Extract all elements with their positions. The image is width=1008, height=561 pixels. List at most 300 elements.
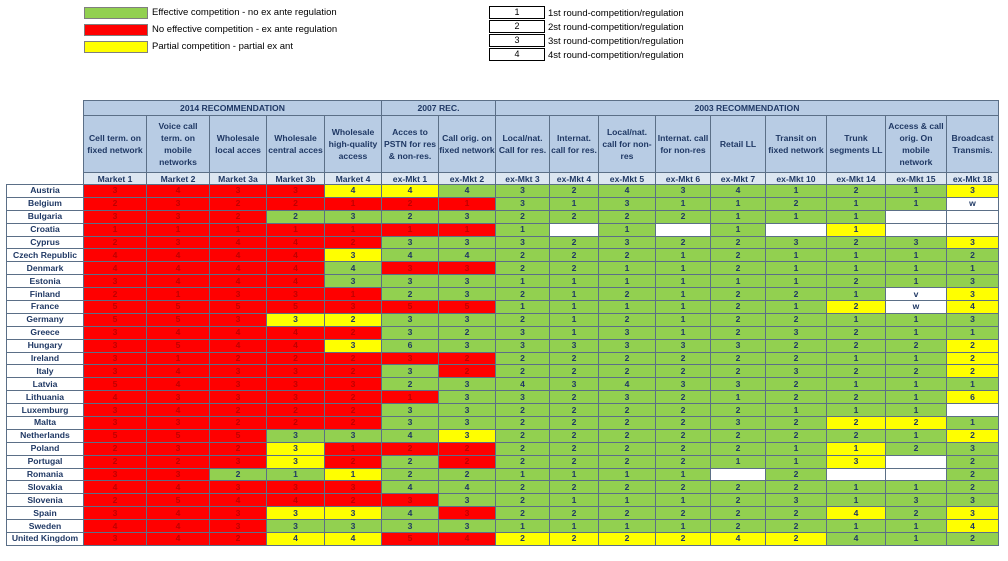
round-label: 3st round-competition/regulation [548, 35, 684, 47]
round-cell: 2 [599, 365, 656, 378]
round-cell: 2 [210, 352, 267, 365]
round-cell: 5 [210, 429, 267, 442]
round-cell: 2 [827, 185, 886, 198]
round-number: 2 [489, 20, 545, 33]
round-cell [947, 404, 999, 417]
round-cell: 1 [599, 520, 656, 533]
column-description: Call orig. on fixed network [439, 116, 496, 173]
round-cell: 2 [325, 494, 382, 507]
table-row [7, 494, 999, 507]
round-cell: 2 [766, 391, 827, 404]
country-name: Belgium [7, 197, 84, 210]
round-cell: 4 [439, 185, 496, 198]
round-cell: 3 [325, 275, 382, 288]
round-cell: 1 [827, 197, 886, 210]
round-cell: 3 [267, 442, 325, 455]
table-row [7, 404, 999, 417]
round-cell: 1 [886, 391, 947, 404]
round-cell: 1 [711, 275, 766, 288]
round-cell: 2 [766, 533, 827, 546]
round-cell: 3 [210, 520, 267, 533]
round-cell: 4 [439, 249, 496, 262]
country-name: Luxemburg [7, 404, 84, 417]
round-cell: 2 [84, 236, 147, 249]
corner-cell [7, 173, 84, 185]
column-description: Broadcast Transmis. [947, 116, 999, 173]
round-cell: 2 [711, 365, 766, 378]
round-cell: 2 [550, 417, 599, 430]
round-cell: 2 [827, 365, 886, 378]
round-cell: 4 [711, 533, 766, 546]
round-cell: 1 [496, 223, 550, 236]
round-cell: 1 [886, 378, 947, 391]
column-description: Transit on fixed network [766, 116, 827, 173]
round-cell: 5 [147, 313, 210, 326]
market-header: Market 4 [325, 173, 382, 185]
round-cell: 2 [711, 520, 766, 533]
table-row [7, 365, 999, 378]
round-cell: 3 [382, 365, 439, 378]
round-cell: 3 [267, 455, 325, 468]
round-cell: 4 [84, 520, 147, 533]
round-cell: 5 [439, 301, 496, 314]
round-cell: 3 [147, 468, 210, 481]
round-cell: 2 [496, 262, 550, 275]
round-cell: 3 [382, 494, 439, 507]
table-row [7, 442, 999, 455]
round-cell: 1 [496, 468, 550, 481]
round-cell: 3 [147, 391, 210, 404]
round-cell: 2 [766, 468, 827, 481]
country-name: Denmark [7, 262, 84, 275]
round-cell: 3 [599, 339, 656, 352]
round-cell: 4 [267, 339, 325, 352]
round-cell: 3 [439, 210, 496, 223]
round-cell: 2 [550, 404, 599, 417]
round-cell: 3 [382, 404, 439, 417]
country-name: Sweden [7, 520, 84, 533]
round-cell: 3 [84, 404, 147, 417]
round-cell: 1 [550, 275, 599, 288]
round-cell: 2 [947, 249, 999, 262]
round-cell: 4 [439, 533, 496, 546]
market-header: ex-Mkt 18 [947, 173, 999, 185]
round-cell: 1 [947, 417, 999, 430]
round-cell: 1 [325, 468, 382, 481]
table-row [7, 185, 999, 198]
country-name: Germany [7, 313, 84, 326]
country-name: France [7, 301, 84, 314]
round-cell: 5 [147, 429, 210, 442]
round-cell: 4 [267, 262, 325, 275]
round-cell: 5 [84, 313, 147, 326]
round-cell: 5 [382, 533, 439, 546]
round-cell: 2 [711, 288, 766, 301]
round-cell: 3 [766, 326, 827, 339]
round-cell: 2 [827, 391, 886, 404]
round-cell: 2 [84, 455, 147, 468]
round-cell: 5 [84, 429, 147, 442]
round-cell: 1 [947, 378, 999, 391]
round-cell: 3 [84, 533, 147, 546]
round-cell: 1 [599, 301, 656, 314]
round-cell: 1 [439, 223, 496, 236]
table-row [7, 352, 999, 365]
round-cell [827, 468, 886, 481]
round-cell: 1 [886, 249, 947, 262]
round-cell: 3 [267, 429, 325, 442]
round-cell: 2 [711, 326, 766, 339]
country-name: Czech Republic [7, 249, 84, 262]
round-legend-item [489, 34, 684, 48]
round-cell: 2 [827, 301, 886, 314]
round-cell: 2 [599, 533, 656, 546]
round-cell: w [886, 301, 947, 314]
round-cell: 1 [656, 468, 711, 481]
round-cell: 2 [827, 339, 886, 352]
round-cell: 1 [599, 468, 656, 481]
round-cell: 2 [947, 455, 999, 468]
round-cell: 4 [325, 533, 382, 546]
round-cell: 2 [656, 533, 711, 546]
table-row [7, 520, 999, 533]
round-cell: 4 [210, 275, 267, 288]
round-cell: 1 [827, 223, 886, 236]
round-cell: 1 [886, 481, 947, 494]
rounds-legend [489, 6, 684, 62]
round-cell: 5 [267, 301, 325, 314]
round-cell: 2 [382, 197, 439, 210]
table-row [7, 223, 999, 236]
round-cell: 1 [496, 275, 550, 288]
country-name: Croatia [7, 223, 84, 236]
round-cell: 1 [325, 223, 382, 236]
country-name: Slovakia [7, 481, 84, 494]
round-cell: 3 [439, 262, 496, 275]
market-header: ex-Mkt 2 [439, 173, 496, 185]
round-cell: 1 [147, 288, 210, 301]
round-cell: 3 [267, 313, 325, 326]
round-cell: 2 [210, 404, 267, 417]
round-cell: 3 [267, 391, 325, 404]
round-cell: 2 [550, 507, 599, 520]
round-cell: 3 [84, 365, 147, 378]
round-cell: 2 [550, 249, 599, 262]
round-cell: 3 [550, 378, 599, 391]
round-cell: 3 [267, 378, 325, 391]
round-cell: 1 [550, 520, 599, 533]
table-row [7, 339, 999, 352]
round-cell: 2 [656, 455, 711, 468]
round-cell: 3 [325, 507, 382, 520]
round-cell: 3 [84, 275, 147, 288]
round-cell: 2 [496, 404, 550, 417]
round-cell: 2 [947, 533, 999, 546]
round-cell: 3 [382, 352, 439, 365]
round-cell: 1 [827, 481, 886, 494]
round-cell: 1 [947, 262, 999, 275]
round-cell: 3 [656, 185, 711, 198]
round-cell: 1 [656, 313, 711, 326]
market-header: ex-Mkt 5 [599, 173, 656, 185]
round-cell: 2 [766, 520, 827, 533]
table-row [7, 262, 999, 275]
round-cell: 2 [550, 481, 599, 494]
round-cell: 2 [267, 210, 325, 223]
round-cell: 2 [496, 288, 550, 301]
round-cell: 4 [599, 185, 656, 198]
legend-swatch-green [84, 7, 148, 19]
round-cell [656, 223, 711, 236]
round-cell: 3 [382, 313, 439, 326]
round-cell: 3 [84, 339, 147, 352]
round-cell: 2 [886, 417, 947, 430]
round-cell: 3 [439, 404, 496, 417]
column-description: Internat. call for res. [550, 116, 599, 173]
round-cell: 2 [439, 326, 496, 339]
table-row [7, 429, 999, 442]
round-cell: 1 [886, 404, 947, 417]
round-cell: 2 [550, 262, 599, 275]
country-name: Ireland [7, 352, 84, 365]
round-label: 4st round-competition/regulation [548, 49, 684, 61]
round-cell: 2 [550, 352, 599, 365]
round-cell [947, 223, 999, 236]
legend-item-effective [84, 5, 337, 20]
round-cell: 5 [84, 378, 147, 391]
round-cell: 2 [382, 455, 439, 468]
round-cell: 3 [382, 262, 439, 275]
round-cell: 1 [827, 378, 886, 391]
round-cell: 3 [766, 365, 827, 378]
legend-swatch-red [84, 24, 148, 36]
country-name: Finland [7, 288, 84, 301]
round-cell: 3 [496, 197, 550, 210]
round-cell: 1 [599, 223, 656, 236]
round-cell: 2 [496, 494, 550, 507]
round-cell: 4 [267, 494, 325, 507]
round-cell: 2 [656, 417, 711, 430]
round-cell: 2 [656, 352, 711, 365]
round-cell: 2 [84, 442, 147, 455]
round-cell: 6 [382, 339, 439, 352]
market-header: ex-Mkt 15 [886, 173, 947, 185]
round-cell: 1 [886, 313, 947, 326]
round-cell: 2 [210, 468, 267, 481]
round-cell: 2 [766, 507, 827, 520]
round-cell: 3 [210, 365, 267, 378]
round-number: 4 [489, 48, 545, 61]
market-header: ex-Mkt 14 [827, 173, 886, 185]
round-cell: 3 [439, 275, 496, 288]
round-cell: 4 [382, 507, 439, 520]
round-cell: 2 [656, 481, 711, 494]
round-cell: 2 [711, 507, 766, 520]
round-cell: 2 [210, 210, 267, 223]
round-cell: 2 [711, 313, 766, 326]
round-cell: 2 [766, 339, 827, 352]
round-cell: 2 [325, 352, 382, 365]
country-name: United Kingdom [7, 533, 84, 546]
round-cell: 3 [656, 378, 711, 391]
round-cell: 3 [886, 236, 947, 249]
round-cell: 2 [325, 391, 382, 404]
round-cell: 4 [496, 378, 550, 391]
table-row [7, 468, 999, 481]
country-name: Lithuania [7, 391, 84, 404]
round-cell: 1 [325, 442, 382, 455]
round-cell [886, 210, 947, 223]
table-row [7, 210, 999, 223]
round-cell: 3 [84, 210, 147, 223]
round-cell: 2 [210, 442, 267, 455]
table-row [7, 236, 999, 249]
round-cell: 1 [886, 520, 947, 533]
country-name: Italy [7, 365, 84, 378]
round-cell: 3 [439, 520, 496, 533]
round-cell: 3 [84, 417, 147, 430]
round-cell: 3 [325, 301, 382, 314]
round-cell: 4 [325, 185, 382, 198]
country-name: Hungary [7, 339, 84, 352]
round-cell: 2 [210, 533, 267, 546]
market-header: Market 3a [210, 173, 267, 185]
round-cell: 1 [886, 429, 947, 442]
round-cell: 2 [656, 365, 711, 378]
round-cell: 3 [267, 185, 325, 198]
round-cell: 1 [827, 352, 886, 365]
round-cell: 2 [766, 288, 827, 301]
table-row [7, 533, 999, 546]
round-cell: 1 [382, 391, 439, 404]
round-cell: 1 [827, 442, 886, 455]
round-cell: 2 [711, 494, 766, 507]
country-name: Latvia [7, 378, 84, 391]
round-cell: 2 [550, 429, 599, 442]
round-cell: 3 [267, 507, 325, 520]
round-cell: 4 [147, 533, 210, 546]
round-cell: 2 [599, 507, 656, 520]
round-cell: 3 [599, 236, 656, 249]
round-cell: 4 [210, 249, 267, 262]
round-cell: 1 [711, 210, 766, 223]
table-row [7, 275, 999, 288]
corner-cell [7, 116, 84, 173]
round-cell: 2 [210, 197, 267, 210]
round-cell: 4 [210, 494, 267, 507]
round-cell: 1 [827, 249, 886, 262]
round-cell: 1 [711, 223, 766, 236]
round-cell: 2 [550, 455, 599, 468]
round-cell: 2 [711, 429, 766, 442]
round-cell: 1 [656, 288, 711, 301]
round-cell: 2 [550, 442, 599, 455]
round-cell: 1 [599, 494, 656, 507]
round-cell: 1 [439, 197, 496, 210]
round-cell: 4 [84, 249, 147, 262]
round-cell: 5 [382, 301, 439, 314]
round-cell: 2 [599, 455, 656, 468]
round-cell: 1 [827, 288, 886, 301]
country-name: Netherlands [7, 429, 84, 442]
round-cell: 3 [947, 442, 999, 455]
round-cell [947, 210, 999, 223]
round-cell: 3 [210, 378, 267, 391]
round-cell: 4 [267, 275, 325, 288]
round-cell: 4 [267, 533, 325, 546]
round-cell: 3 [550, 339, 599, 352]
round-cell: 2 [886, 442, 947, 455]
round-cell: 1 [84, 223, 147, 236]
column-description: Internat. call for non-res [656, 116, 711, 173]
round-cell: 2 [382, 468, 439, 481]
country-name: Romania [7, 468, 84, 481]
round-cell: 3 [947, 313, 999, 326]
table-row [7, 391, 999, 404]
round-cell: 3 [210, 455, 267, 468]
round-cell: 4 [147, 275, 210, 288]
round-cell: 2 [886, 339, 947, 352]
round-cell: 1 [886, 352, 947, 365]
round-cell: 2 [656, 429, 711, 442]
market-header: ex-Mkt 3 [496, 173, 550, 185]
round-cell: 2 [656, 442, 711, 455]
column-description: Retail LL [711, 116, 766, 173]
round-cell: 3 [439, 507, 496, 520]
table-row [7, 313, 999, 326]
round-cell: 1 [656, 520, 711, 533]
round-cell: 2 [325, 326, 382, 339]
round-cell: 4 [210, 326, 267, 339]
round-cell: 1 [766, 262, 827, 275]
round-cell: 2 [947, 365, 999, 378]
round-cell: 2 [496, 365, 550, 378]
round-cell: 1 [496, 520, 550, 533]
round-cell: 1 [766, 249, 827, 262]
round-cell: 3 [267, 365, 325, 378]
round-cell: 1 [886, 197, 947, 210]
round-cell: 2 [550, 365, 599, 378]
round-cell: 5 [147, 339, 210, 352]
round-cell [766, 223, 827, 236]
round-cell: 3 [439, 378, 496, 391]
table-row [7, 301, 999, 314]
round-cell: 3 [84, 352, 147, 365]
round-cell: 2 [766, 197, 827, 210]
round-cell: 2 [711, 481, 766, 494]
round-cell: 1 [267, 468, 325, 481]
column-description: Wholesale central acces [267, 116, 325, 173]
round-cell: 1 [656, 262, 711, 275]
round-cell: 5 [84, 301, 147, 314]
round-cell: 1 [827, 210, 886, 223]
round-cell: 3 [496, 339, 550, 352]
round-cell: 2 [147, 455, 210, 468]
round-cell: 1 [766, 210, 827, 223]
round-cell: 2 [439, 442, 496, 455]
round-cell: 3 [84, 468, 147, 481]
table-row [7, 481, 999, 494]
round-number: 3 [489, 34, 545, 47]
round-cell: 2 [599, 404, 656, 417]
round-cell: 3 [147, 236, 210, 249]
round-cell: 3 [147, 210, 210, 223]
country-name: Poland [7, 442, 84, 455]
round-cell: 3 [439, 313, 496, 326]
round-cell: 2 [496, 313, 550, 326]
round-cell: 3 [711, 378, 766, 391]
round-cell: 3 [947, 507, 999, 520]
